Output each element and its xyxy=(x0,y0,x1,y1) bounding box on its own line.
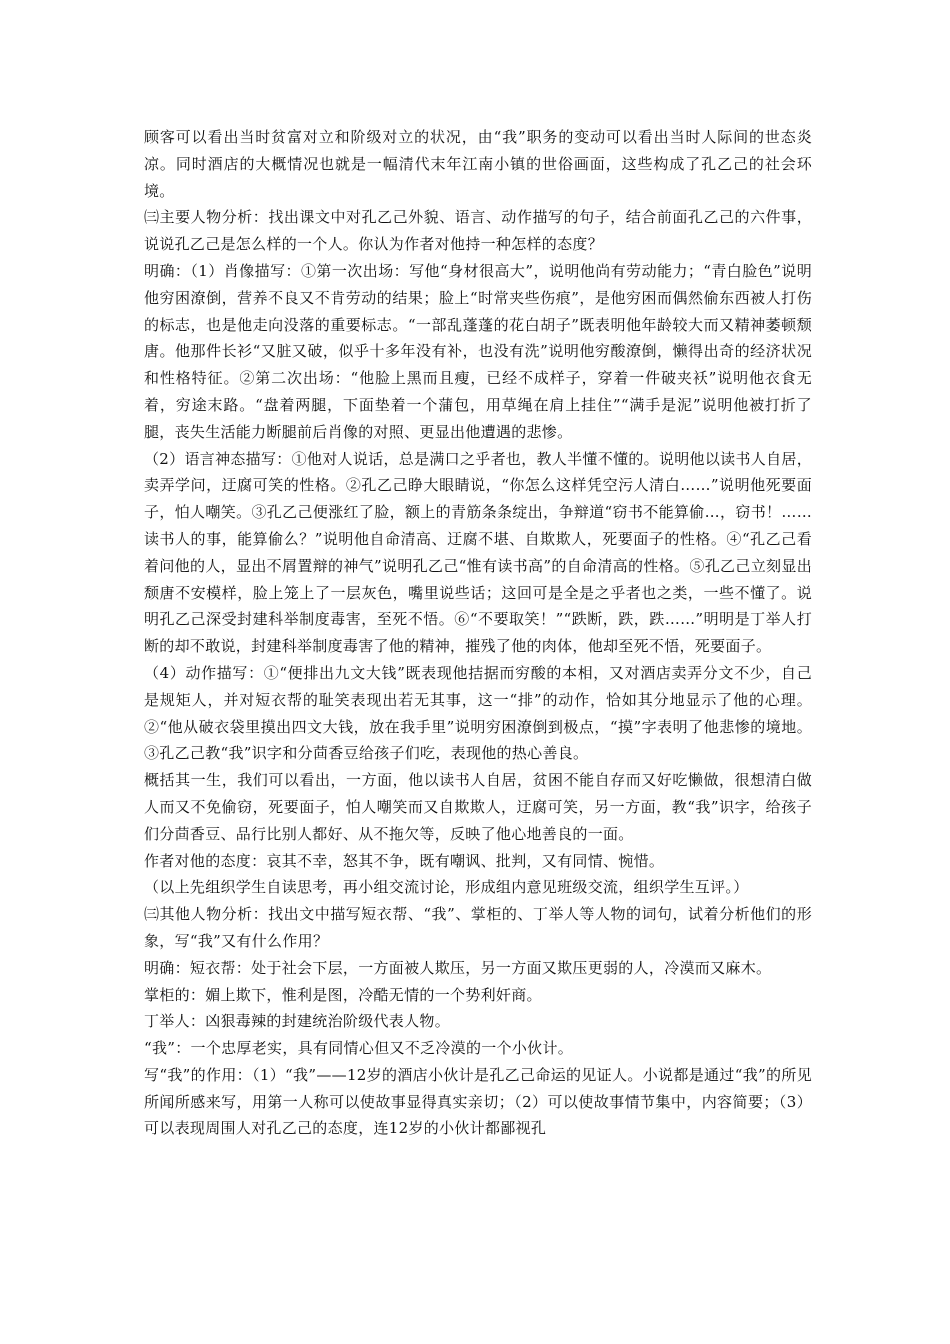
paragraph-short-jacket-group: 明确：短衣帮：处于社会下层，一方面被人欺压，另一方面又欺压更弱的人，冷漠而又麻木。 xyxy=(144,958,772,977)
paragraph-language-description: （2）语言神态描写：①他对人说话，总是满口之乎者也，教人半懂不懂的。说明他以读书人自居，卖弄学问，迂腐可笑的性格。②孔乙己睁大眼睛说，“你怎么这样凭空污人清白……”说明他死要面子，怕人嘲笑。③孔乙己便涨红了脸，额上的青筋条条绽出，争辩道“窃书不能算偷…，窃书！……读书人的事，能算偷么？”说明他自命清高、迂腐不堪、自欺欺人，死要面子的性格。④“孔乙己看着问他的人，显出不屑置辩的神气”说明孔乙己“惟有读书高”的自命清高的性格。⑤孔乙己立刻显出颓唐不安模样，脸上笼上了一层灰色，嘴里说些话；这回可是全是之乎者也之类，一些不懂了。说明孔乙己深受封建科举制度毒害，至死不悟。⑥“不要取笑！”“跌断，跌，跌……”明明是丁举人打断的却不敢说，封建科举制度毒害了他的精神，摧残了他的肉体，他却至死不悟，死要面子。 xyxy=(144,449,812,656)
paragraph-shopkeeper: 掌柜的：媚上欺下，惟利是图，冷酷无情的一个势利奸商。 xyxy=(144,985,542,1004)
paragraph-ding-juren: 丁举人：凶狠毒辣的封建统治阶级代表人物。 xyxy=(144,1012,451,1031)
paragraph-narrator-function: 写“我”的作用：（1）“我”——12岁的酒店小伙计是孔乙己命运的见证人。小说都是通过“我”的所见所闻所感来写，用第一人称可以使故事显得真实亲切；（2）可以使故事情节集中，内容简要；（3）可以表现周围人对孔乙己的态度，连12岁的小伙计都鄙视孔 xyxy=(144,1065,812,1138)
paragraph-author-attitude: 作者对他的态度：哀其不幸，怒其不争，既有嘲讽、批判，又有同情、惋惜。 xyxy=(144,851,665,870)
paragraph-teaching-note: （以上先组织学生自读思考，再小组交流讨论，形成组内意见班级交流，组织学生互评。） xyxy=(144,878,749,897)
paragraph-other-characters-question: ㈢其他人物分析：找出文中描写短衣帮、“我”、掌柜的、丁举人等人物的词句，试着分析他们的形象，写“我”又有什么作用？ xyxy=(144,905,812,950)
paragraph-action-description: （4）动作描写：①“便排出九文大钱”既表现他拮据而穷酸的本相，又对酒店卖弄分文不少，自己是规矩人，并对短衣帮的耻笑表现出若无其事，这一“排”的动作，恰如其分地显示了他的心理。②“他从破衣袋里摸出四文大钱，放在我手里”说明穷困潦倒到极点，“摸”字表明了他悲惨的境地。③孔乙己教“我”识字和分茴香豆给孩子们吃，表现他的热心善良。 xyxy=(144,663,812,763)
paragraph-life-summary: 概括其一生，我们可以看出，一方面，他以读书人自居，贫困不能自存而又好吃懒做，很想清白做人而又不免偷窃，死要面子，怕人嘲笑而又自欺欺人，迂腐可笑，另一方面，教“我”识字，给孩子们分茴香豆、品行比别人都好、从不拖欠等，反映了他心地善良的一面。 xyxy=(144,771,812,843)
paragraph-social-environment: 顾客可以看出当时贫富对立和阶级对立的状况，由“我”职务的变动可以看出当时人际间的世态炎凉。同时酒店的大概情况也就是一幅清代末年江南小镇的世俗画面，这些构成了孔乙己的社会环境。 xyxy=(144,128,812,200)
paragraph-portrait-description: 明确：（1）肖像描写：①第一次出场：写他“身材很高大”，说明他尚有劳动能力；“青白脸色”说明他穷困潦倒，营养不良又不肯劳动的结果；脸上“时常夹些伤痕”，是他穷困而偶然偷东西被人打伤的标志，也是他走向没落的重要标志。“一部乱蓬蓬的花白胡子”既表明他年龄较大而又精神萎顿颓唐。他那件长衫“又脏又破，似乎十多年没有补，也没有洗”说明他穷酸潦倒，懒得出奇的经济状况和性格特征。②第二次出场：“他脸上黑而且瘦，已经不成样子，穿着一件破夹袄”说明他衣食无着，穷途末路。“盘着两腿，下面垫着一个蒲包，用草绳在肩上挂住”“满手是泥”说明他被打折了腿，丧失生活能力断腿前后肖像的对照、更显出他遭遇的悲惨。 xyxy=(144,261,812,441)
document-body xyxy=(144,124,812,1142)
paragraph-main-character-question: ㈢主要人物分析：找出课文中对孔乙己外貌、语言、动作描写的句子，结合前面孔乙己的六件事，说说孔乙己是怎么样的一个人。你认为作者对他持一种怎样的态度？ xyxy=(144,208,812,254)
paragraph-narrator: “我”：一个忠厚老实，具有同情心但又不乏冷漠的一个小伙计。 xyxy=(144,1039,574,1058)
